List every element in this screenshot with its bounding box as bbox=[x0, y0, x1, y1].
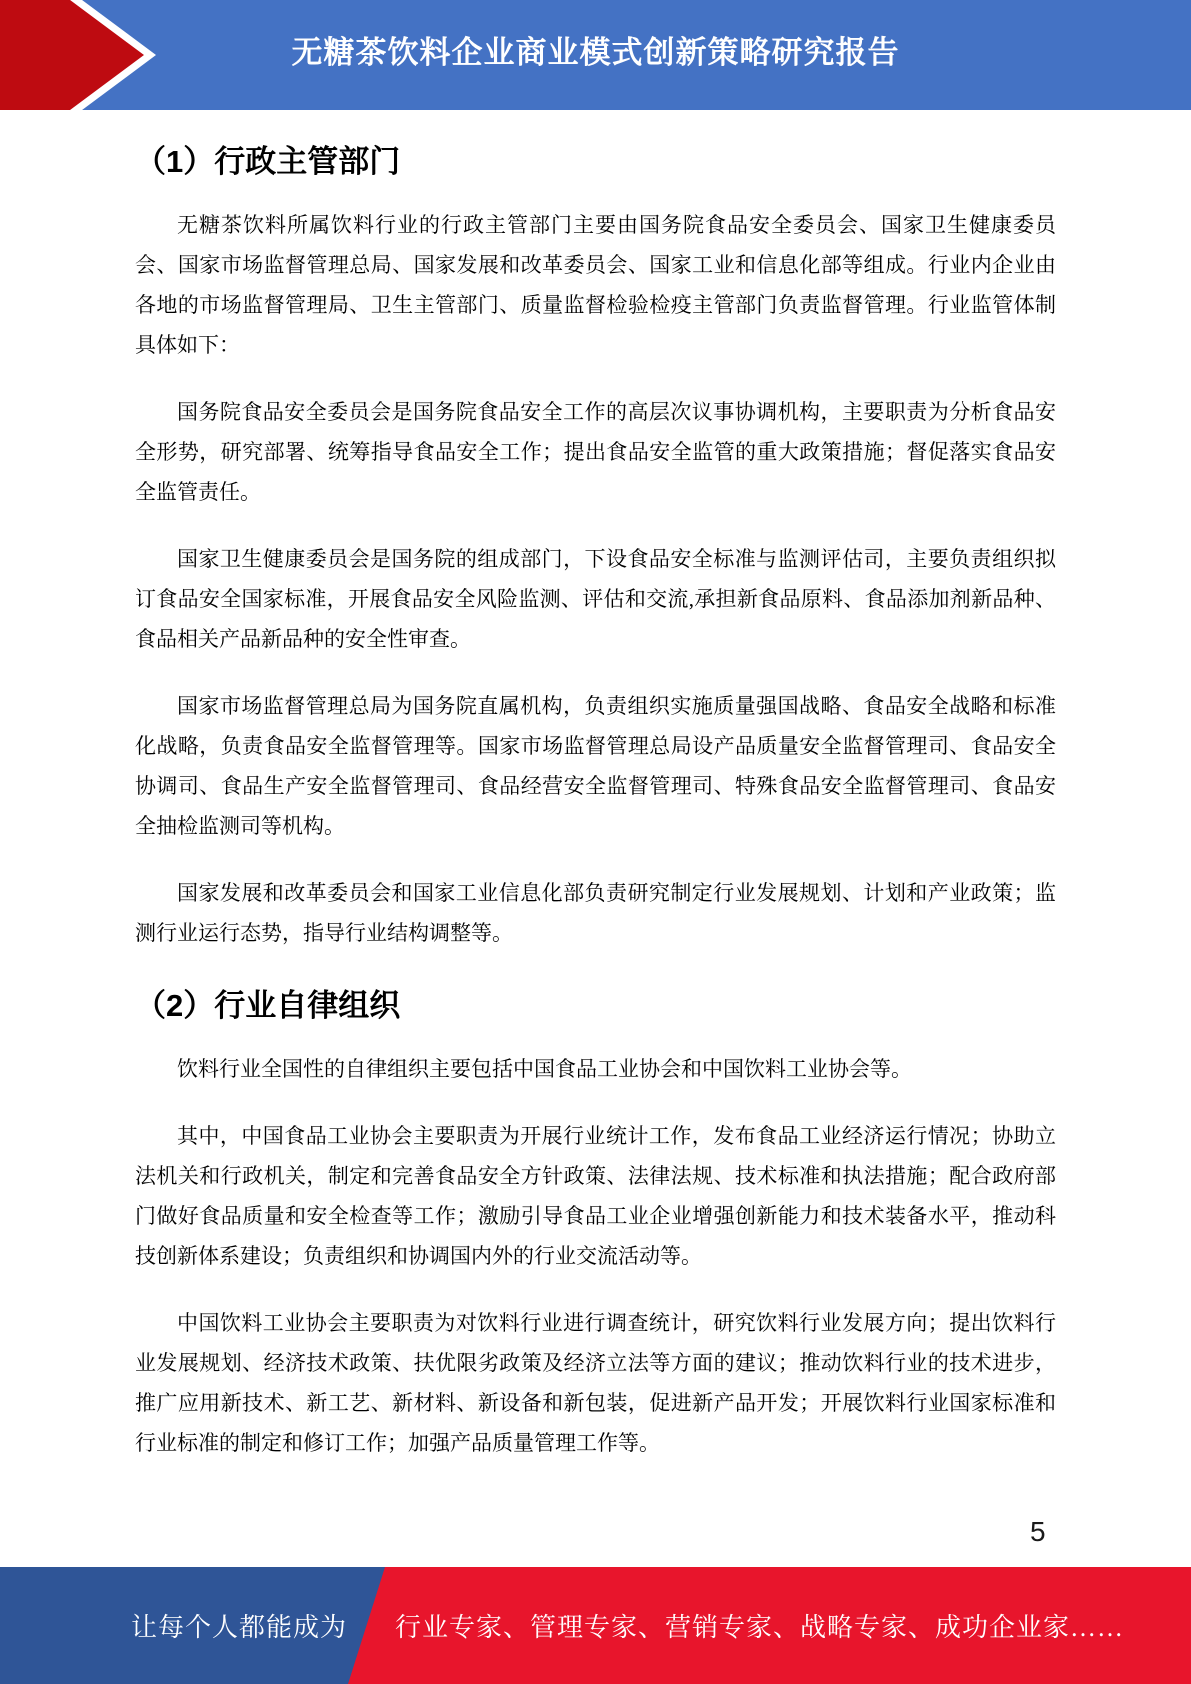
footer-slogan-right: 行业专家、管理专家、营销专家、战略专家、成功企业家…… bbox=[395, 1613, 1125, 1642]
section-heading-self-regulation: （2）行业自律组织 bbox=[135, 988, 401, 1023]
paragraph: 国家发展和改革委员会和国家工业信息化部负责研究制定行业发展规划、计划和产业政策；监测行业运行态势，指导行业结构调整等。 bbox=[135, 881, 1056, 945]
page-body bbox=[135, 110, 1056, 1490]
paragraph: 其中，中国食品工业协会主要职责为开展行业统计工作，发布食品工业经济运行情况；协助立法机关和行政机关，制定和完善食品安全方针政策、法律法规、技术标准和执法措施；配合政府部门做好食品质量和安全检查等工作；激励引导食品工业企业增强创新能力和技术装备水平，推动科技创新体系建设；负责组织和协调国内外的行业交流活动等。 bbox=[135, 1124, 1056, 1268]
footer-slogan-left: 让每个人都能成为 bbox=[130, 1613, 347, 1642]
page-header bbox=[0, 0, 1191, 110]
paragraph: 饮料行业全国性的自律组织主要包括中国食品工业协会和中国饮料工业协会等。 bbox=[177, 1057, 912, 1081]
paragraph: 国务院食品安全委员会是国务院食品安全工作的高层次议事协调机构，主要职责为分析食品安全形势，研究部署、统筹指导食品安全工作；提出食品安全监管的重大政策措施；督促落实食品安全监管责任。 bbox=[135, 400, 1056, 504]
page-number: 5 bbox=[1030, 1516, 1046, 1547]
paragraph: 国家卫生健康委员会是国务院的组成部门，下设食品安全标准与监测评估司，主要负责组织拟订食品安全国家标准，开展食品安全风险监测、评估和交流,承担新食品原料、食品添加剂新品种、食品相关产品新品种的安全性审查。 bbox=[135, 547, 1056, 651]
report-title: 无糖茶饮料企业商业模式创新策略研究报告 bbox=[291, 34, 900, 70]
paragraph: 国家市场监督管理总局为国务院直属机构，负责组织实施质量强国战略、食品安全战略和标准化战略，负责食品安全监督管理等。国家市场监督管理总局设产品质量安全监督管理司、食品安全协调司、食品生产安全监督管理司、食品经营安全监督管理司、特殊食品安全监督管理司、食品安全抽检监测司等机构。 bbox=[135, 694, 1056, 838]
paragraph: 无糖茶饮料所属饮料行业的行政主管部门主要由国务院食品安全委员会、国家卫生健康委员会、国家市场监督管理总局、国家发展和改革委员会、国家工业和信息化部等组成。行业内企业由各地的市场监督管理局、卫生主管部门、质量监督检验检疫主管部门负责监督管理。行业监管体制具体如下： bbox=[135, 213, 1056, 357]
section-heading-administrative: （1）行政主管部门 bbox=[135, 144, 401, 179]
page-footer bbox=[0, 1567, 1191, 1684]
paragraph: 中国饮料工业协会主要职责为对饮料行业进行调查统计，研究饮料行业发展方向；提出饮料行业发展规划、经济技术政策、扶优限劣政策及经济立法等方面的建议；推动饮料行业的技术进步，推广应用新技术、新工艺、新材料、新设备和新包装，促进新产品开发；开展饮料行业国家标准和行业标准的制定和修订工作；加强产品质量管理工作等。 bbox=[135, 1311, 1056, 1455]
